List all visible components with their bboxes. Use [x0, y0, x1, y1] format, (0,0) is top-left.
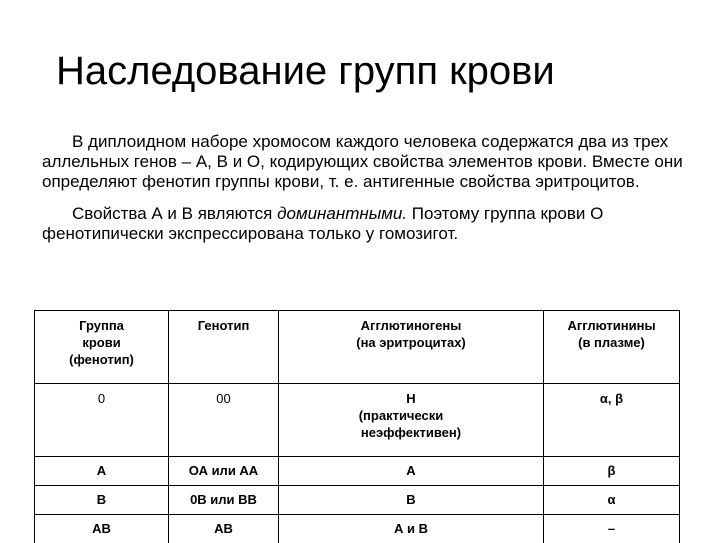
table-header-row [35, 311, 680, 384]
header-agglutinins-line-1: Агглютинины [548, 317, 675, 334]
cell-antibodies: β [544, 457, 680, 486]
table-row [35, 515, 680, 543]
paragraph-2-start: Свойства А и В являются [72, 204, 277, 223]
table-row [35, 457, 680, 486]
cell-group: A [35, 457, 169, 486]
table-row [35, 384, 680, 457]
header-group-line-2: крови [39, 334, 164, 351]
cell-antigen [279, 384, 544, 457]
cell-antibodies: α, β [544, 384, 680, 457]
cell-group: 0 [35, 384, 169, 457]
cell-antibodies: α [544, 486, 680, 515]
cell-genotype: 0В или ВВ [169, 486, 279, 515]
header-agglutinogens [279, 311, 544, 384]
header-group-line-1: Группа [39, 317, 164, 334]
table-row [35, 486, 680, 515]
cell-antigen: А и В [279, 515, 544, 543]
paragraph-2 [42, 204, 690, 244]
cell-antibodies: – [544, 515, 680, 543]
paragraph-2-italic: доминантными. [277, 204, 407, 223]
paragraph-2-end: Поэтому группа крови О фенотипически экспрессирована только у гомозигот. [42, 204, 603, 243]
header-agglutinogens-line-1: Агглютиногены [283, 317, 539, 334]
cell-antigen: В [279, 486, 544, 515]
cell-group: B [35, 486, 169, 515]
cell-genotype: АВ [169, 515, 279, 543]
cell-antigen-line-2: (практически [263, 407, 539, 424]
cell-group: AB [35, 515, 169, 543]
cell-antigen: А [279, 457, 544, 486]
paragraph-1: В диплоидном наборе хромосом каждого человека содержатся два из трех аллельных генов – А, В и О, кодирующих свойства элементов крови. Вместе они определяют фенотип группы крови, т. е. антигенные свойства эритроцитов. [42, 132, 690, 192]
cell-antigen-line-3: неэффективен) [283, 424, 539, 441]
cell-genotype: ОА или АА [169, 457, 279, 486]
header-agglutinogens-line-2: (на эритроцитах) [283, 334, 539, 351]
body-text [42, 132, 690, 256]
cell-antigen-line-1: Н [283, 390, 539, 407]
header-group [35, 311, 169, 384]
header-agglutinins [544, 311, 680, 384]
header-genotype: Генотип [169, 311, 279, 384]
cell-genotype: 00 [169, 384, 279, 457]
blood-group-table [34, 310, 680, 543]
header-group-line-3: (фенотип) [39, 351, 164, 368]
header-agglutinins-line-2: (в плазме) [548, 334, 675, 351]
page-title: Наследование групп крови [56, 42, 696, 100]
